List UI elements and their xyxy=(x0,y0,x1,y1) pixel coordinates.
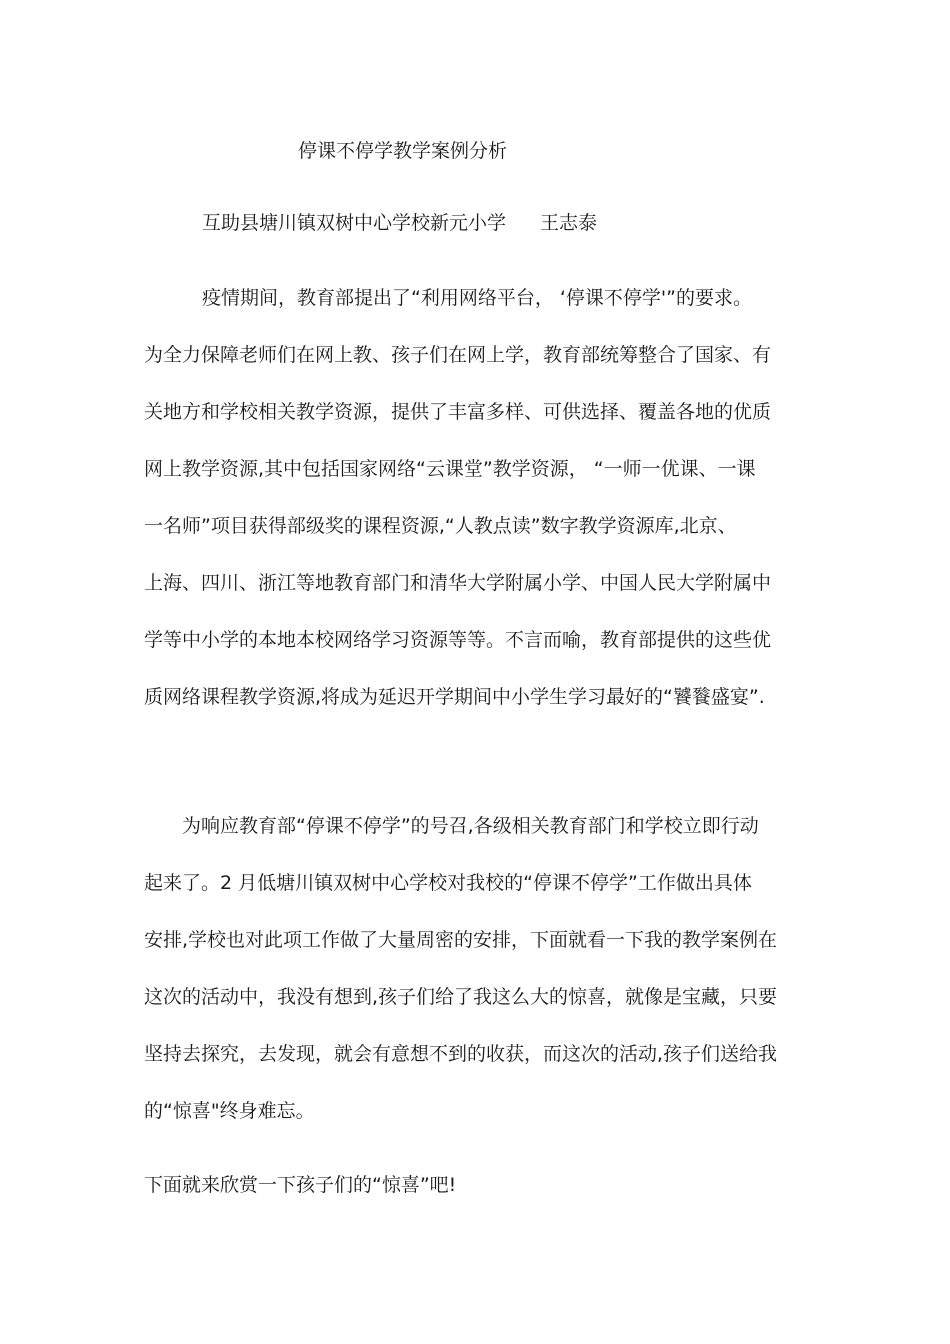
paragraph1-line: 学等中小学的本地本校网络学习资源等等。不言而喻，教育部提供的这些优 xyxy=(144,629,772,651)
paragraph1-line: 一名师”项目获得部级奖的课程资源,“人教点读”数字教学资源库,北京、 xyxy=(144,515,737,537)
paragraph1-line: 上海、四川、浙江等地教育部门和清华大学附属小学、中国人民大学附属中 xyxy=(144,572,772,594)
paragraph2-line: 起来了。2 月低塘川镇双树中心学校对我校的“停课不停学”工作做出具体 xyxy=(144,872,752,894)
paragraph2-line: 这次的活动中，我没有想到,孩子们给了我这么大的惊喜，就像是宝藏，只要 xyxy=(144,986,778,1008)
author-name: 王志泰 xyxy=(540,212,598,234)
paragraph2-line: 为响应教育部“停课不停学”的号召,各级相关教育部门和学校立即行动 xyxy=(182,815,759,837)
paragraph2-line: 的“惊喜"终身难忘。 xyxy=(144,1100,315,1122)
paragraph1-line: 疫情期间，教育部提出了“利用网络平台， ‘停课不停学'”的要求。 xyxy=(202,287,752,309)
paragraph1-line: 关地方和学校相关教学资源，提供了丰富多样、可供选择、覆盖各地的优质 xyxy=(144,401,772,423)
paragraph2-line: 安排,学校也对此项工作做了大量周密的安排，下面就看一下我的教学案例在 xyxy=(144,929,778,951)
paragraph1-line: 为全力保障老师们在网上教、孩子们在网上学，教育部统筹整合了国家、有 xyxy=(144,344,772,366)
document-title: 停课不停学教学案例分析 xyxy=(298,140,508,162)
author-byline xyxy=(202,208,597,238)
paragraph2-line: 坚持去探究，去发现，就会有意想不到的收获，而这次的活动,孩子们送给我 xyxy=(144,1043,778,1065)
paragraph1-line: 质网络课程教学资源,将成为延迟开学期间中小学生学习最好的“饕餮盛宴”. xyxy=(144,686,765,708)
author-school: 互助县塘川镇双树中心学校新元小学 xyxy=(202,212,507,234)
closing-line: 下面就来欣赏一下孩子们的“惊喜”吧! xyxy=(144,1174,457,1196)
paragraph1-line: 网上教学资源,其中包括国家网络“云课堂”教学资源， “一师一优课、一课 xyxy=(144,458,756,480)
